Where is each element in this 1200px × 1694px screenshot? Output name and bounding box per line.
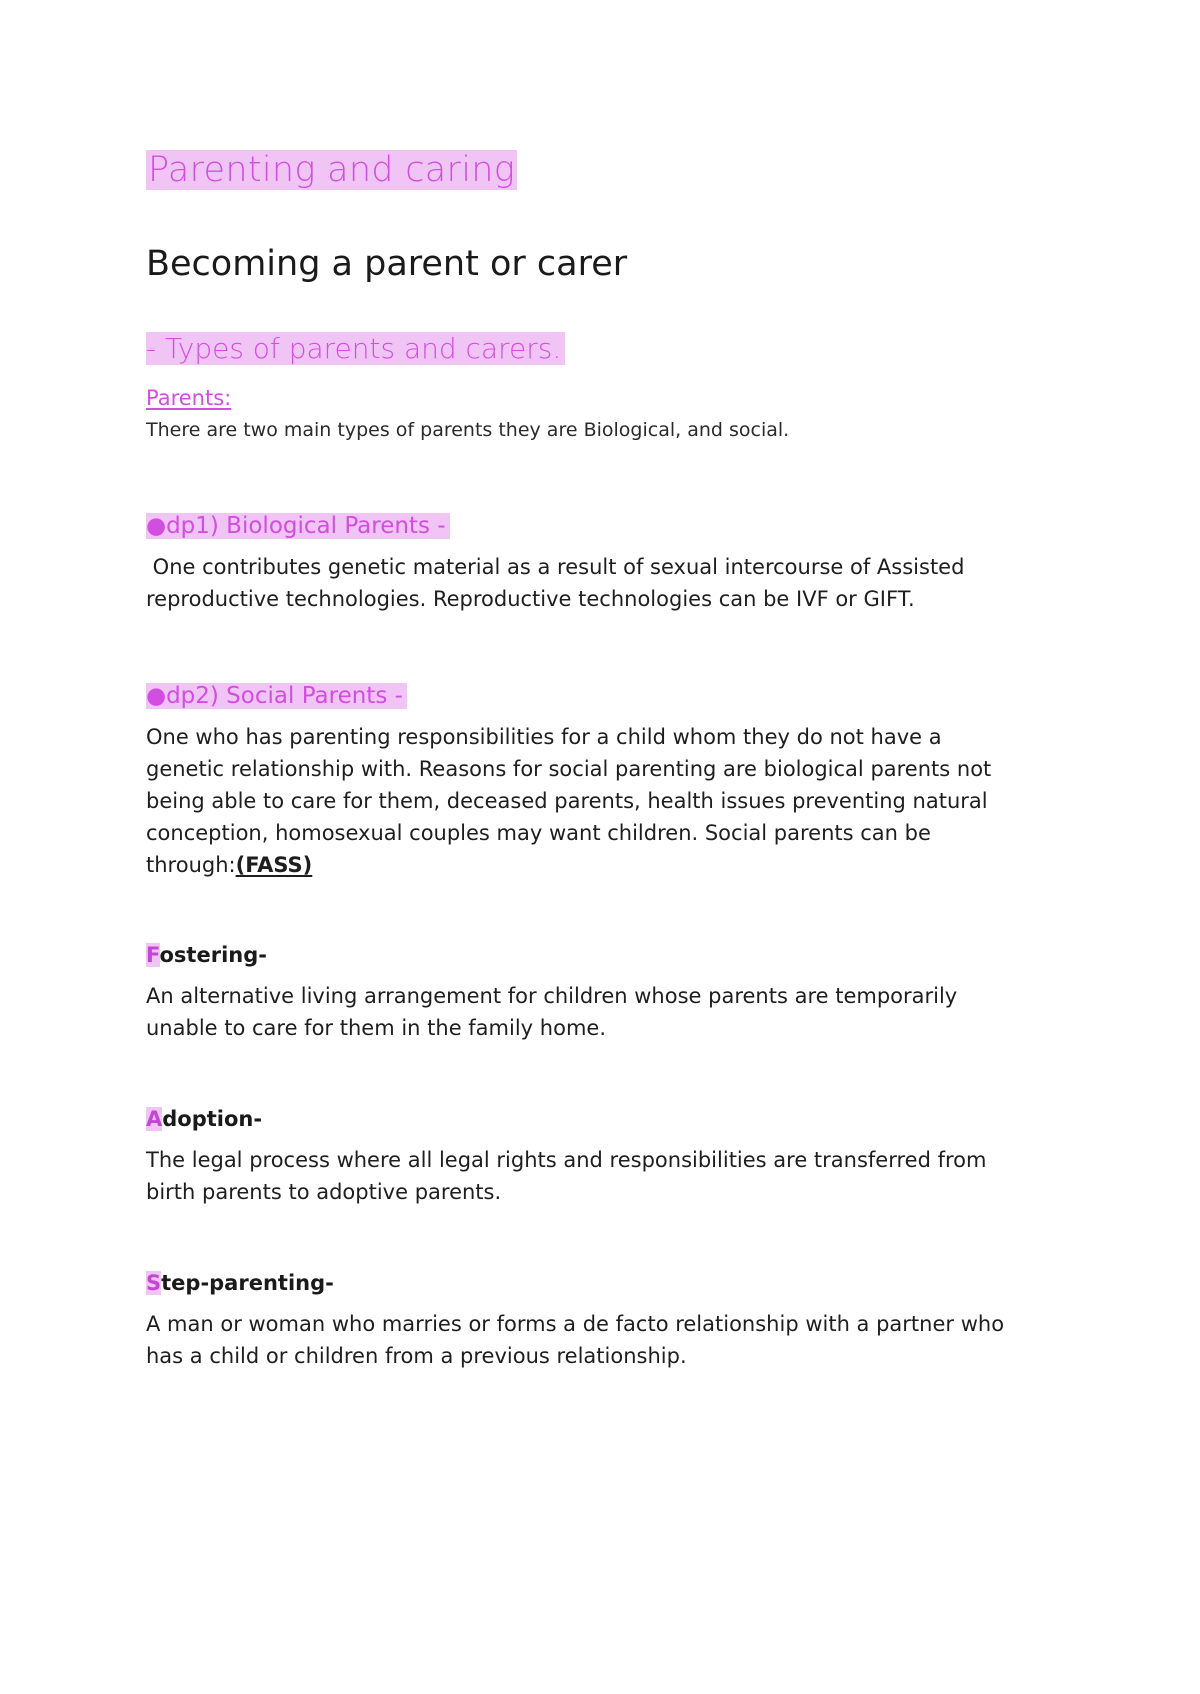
social-parents-heading — [146, 678, 407, 714]
document-title — [146, 144, 517, 196]
term-step-parenting — [146, 1268, 334, 1298]
document-subtitle: Becoming a parent or carer — [146, 244, 628, 284]
term-fostering — [146, 940, 267, 970]
term-initial: A — [146, 1107, 163, 1131]
term-initial: F — [146, 943, 160, 967]
paragraph-line: genetic relationship with. Reasons for social parenting are biological parents not — [146, 757, 992, 781]
term-rest: doption- — [162, 1107, 263, 1131]
biological-parents-heading — [146, 508, 450, 544]
paragraph-line: birth parents to adoptive parents. — [146, 1180, 502, 1204]
fostering-paragraph — [146, 980, 1076, 1044]
paragraph-line: being able to care for them, deceased parents, health issues preventing natural — [146, 789, 988, 813]
paragraph-line: unable to care for them in the family home. — [146, 1016, 606, 1040]
document-title-text: Parenting and caring — [148, 150, 516, 190]
social-parents-heading-text: ●dp2) Social Parents - — [146, 683, 407, 709]
adoption-paragraph — [146, 1144, 1076, 1208]
step-parenting-paragraph — [146, 1308, 1076, 1372]
term-initial: S — [146, 1271, 162, 1295]
through-text: through: — [146, 853, 236, 877]
intro-paragraph: There are two main types of parents they are Biological, and social. — [146, 419, 790, 441]
term-rest: tep-parenting- — [161, 1271, 334, 1295]
term-rest: ostering- — [159, 943, 267, 967]
paragraph-line: One who has parenting responsibilities for a child whom they do not have a — [146, 725, 942, 749]
paragraph-line: reproductive technologies. Reproductive technologies can be IVF or GIFT. — [146, 587, 915, 611]
paragraph-line: The legal process where all legal rights and responsibilities are transferred from — [146, 1148, 987, 1172]
section-heading — [146, 327, 565, 371]
paragraph-line: One contributes genetic material as a result of sexual intercourse of Assisted — [146, 555, 965, 579]
parents-label: Parents: — [146, 386, 232, 410]
paragraph-line: has a child or children from a previous relationship. — [146, 1344, 687, 1368]
fass-acronym: (FASS) — [235, 853, 313, 877]
paragraph-line: conception, homosexual couples may want children. Social parents can be — [146, 821, 931, 845]
biological-parents-paragraph — [146, 551, 1076, 615]
paragraph-line: An alternative living arrangement for children whose parents are temporarily — [146, 984, 958, 1008]
paragraph-line — [146, 849, 1076, 881]
social-parents-paragraph — [146, 721, 1076, 881]
paragraph-line: A man or woman who marries or forms a de facto relationship with a partner who — [146, 1312, 1005, 1336]
biological-parents-heading-text: ●dp1) Biological Parents - — [146, 513, 450, 539]
term-adoption — [146, 1104, 262, 1134]
section-heading-text: - Types of parents and carers. — [146, 332, 565, 365]
